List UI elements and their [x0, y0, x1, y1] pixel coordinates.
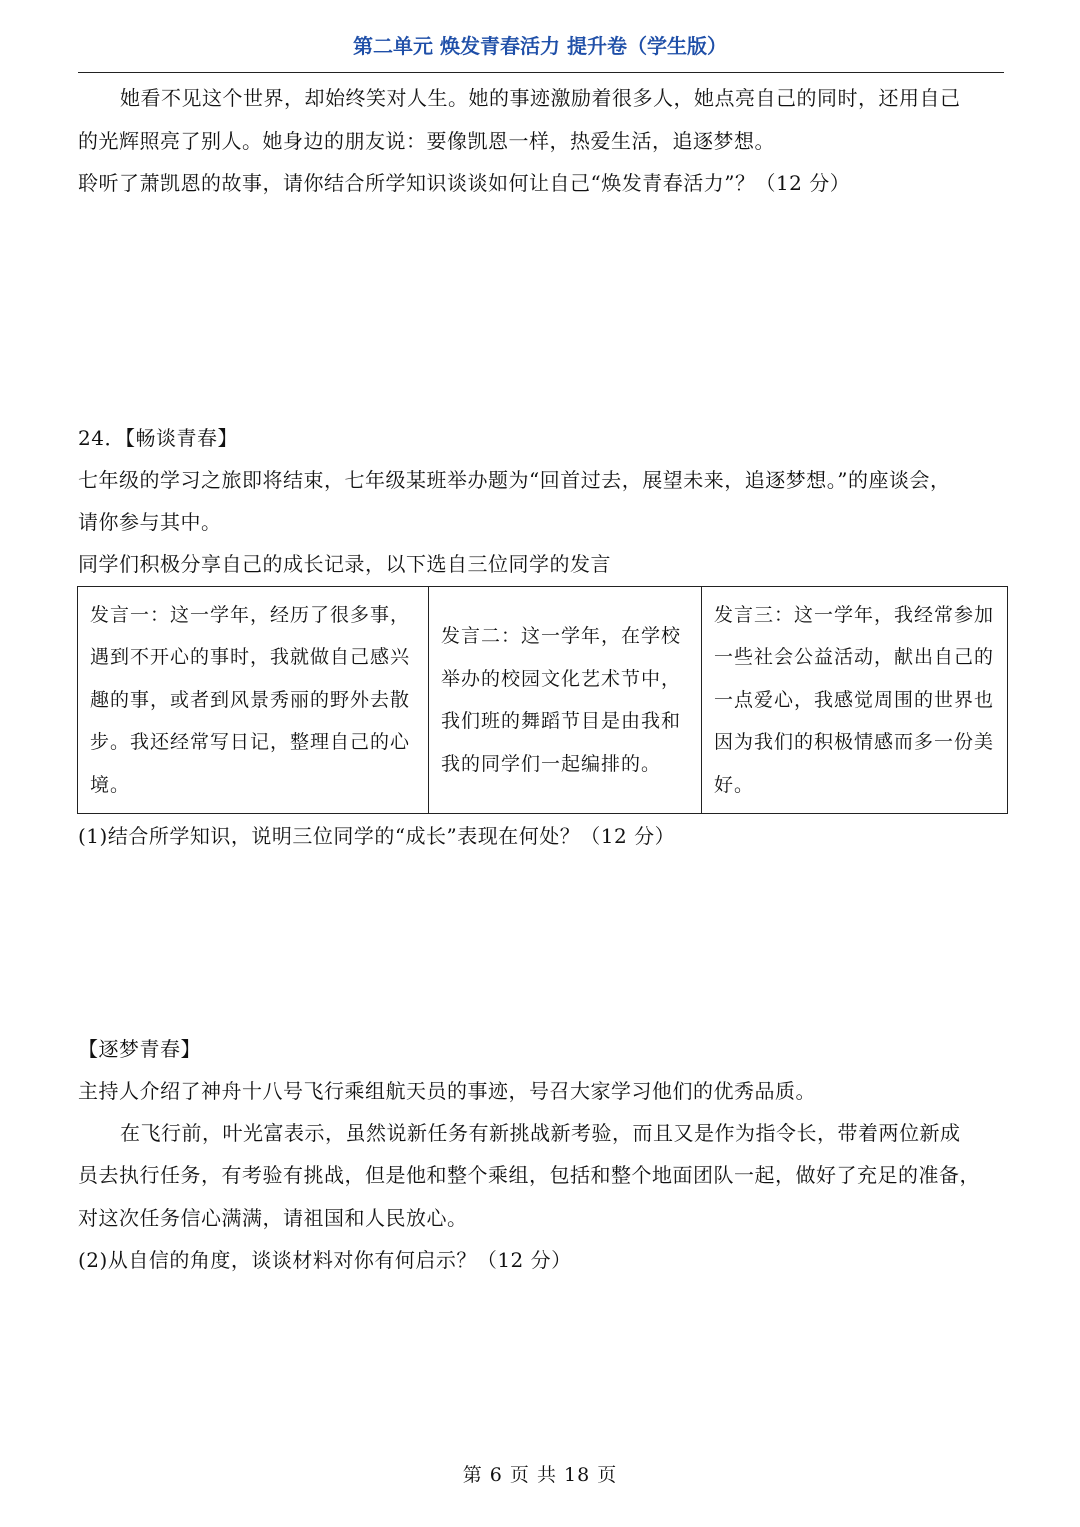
- dream-paragraph-line-3: 对这次任务信心满满，请祖国和人民放心。: [78, 1206, 468, 1230]
- story-paragraph-line-1: 她看不见这个世界，却始终笑对人生。她的事迹激励着很多人，她点亮自己的同时，还用自己: [120, 86, 961, 110]
- speech-one-cell: 发言一：这一学年，经历了很多事，遇到不开心的事时，我就做自己感兴趣的事，或者到风景秀丽的野外去散步。我还经常写日记，整理自己的心境。: [78, 587, 429, 814]
- document-header-title: 第二单元 焕发青春活力 提升卷（学生版）: [353, 34, 727, 58]
- story-paragraph-line-2: 的光辉照亮了别人。她身边的朋友说：要像凯恩一样，热爱生活，追逐梦想。: [78, 129, 775, 153]
- sub-question-2: (2)从自信的角度，谈谈材料对你有何启示？（12 分）: [78, 1248, 572, 1272]
- question-24-share-line: 同学们积极分享自己的成长记录，以下选自三位同学的发言: [78, 552, 611, 576]
- sub-question-1: (1)结合所学知识，说明三位同学的“成长”表现在何处？（12 分）: [78, 824, 676, 848]
- question-23-prompt: 聆听了萧凯恩的故事，请你结合所学知识谈谈如何让自己“焕发青春活力”？（12 分）: [78, 171, 851, 195]
- speech-two-cell: 发言二：这一学年，在学校举办的校园文化艺术节中，我们班的舞蹈节目是由我和我的同学们一起编排的。: [429, 587, 702, 814]
- page-number-footer: 第 6 页 共 18 页: [462, 1464, 618, 1486]
- speech-three-cell: 发言三：这一学年，我经常参加一些社会公益活动，献出自己的一点爱心，我感觉周围的世界也因为我们的积极情感而多一份美好。: [702, 587, 1008, 814]
- dream-intro-line: 主持人介绍了神舟十八号飞行乘组航天员的事迹，号召大家学习他们的优秀品质。: [78, 1079, 816, 1103]
- question-24-intro-line-1: 七年级的学习之旅即将结束，七年级某班举办题为“回首过去，展望未来，追逐梦想。”的座谈会，: [78, 468, 951, 492]
- dream-section-heading: 【逐梦青春】: [78, 1037, 201, 1061]
- question-24-heading: 24．【畅谈青春】: [78, 426, 238, 450]
- dream-paragraph-line-2: 员去执行任务，有考验有挑战，但是他和整个乘组，包括和整个地面团队一起，做好了充足的准备，: [78, 1163, 980, 1187]
- dream-paragraph-line-1: 在飞行前，叶光富表示，虽然说新任务有新挑战新考验，而且又是作为指令长，带着两位新成: [120, 1121, 961, 1145]
- header-divider: [78, 72, 1004, 73]
- student-speeches-table: [77, 586, 1008, 814]
- table-row: [78, 587, 1008, 814]
- question-24-intro-line-2: 请你参与其中。: [78, 510, 222, 534]
